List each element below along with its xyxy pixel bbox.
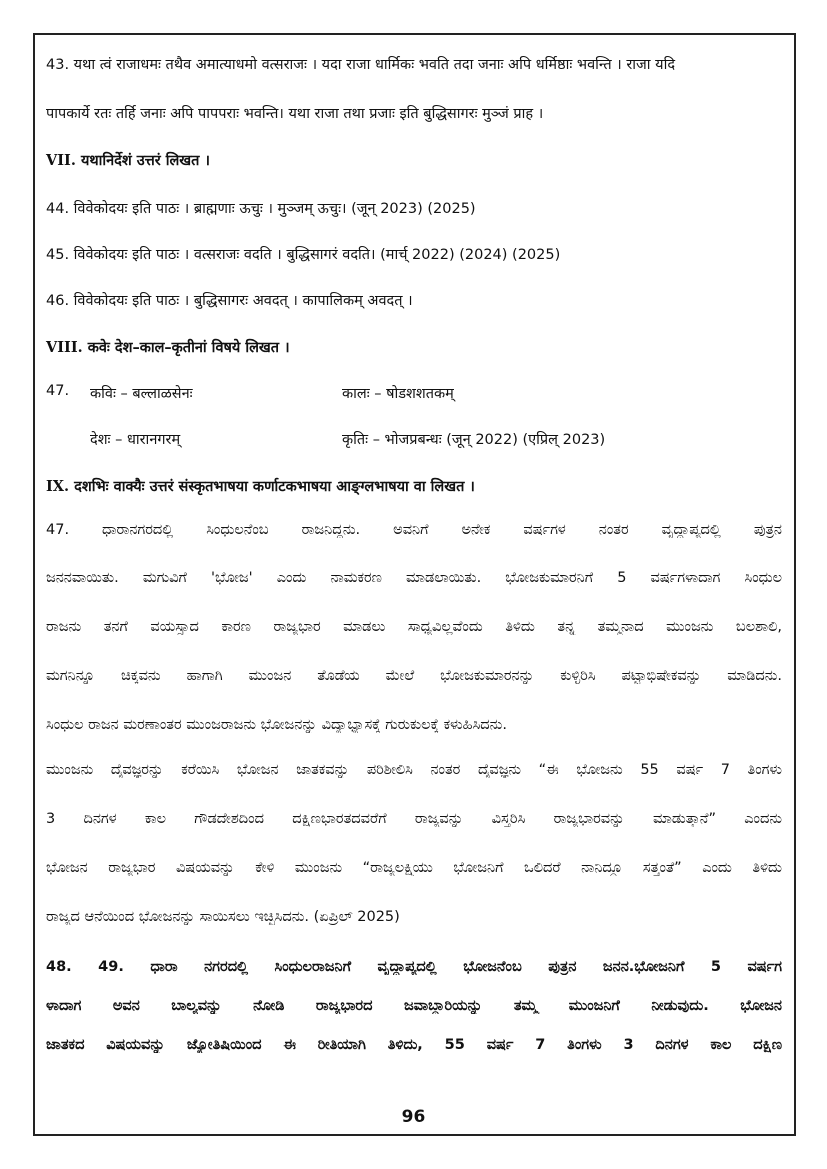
page-number: 96	[401, 1107, 426, 1127]
section-7-roman: VII.	[46, 152, 76, 169]
answer-47-line-9: ರಾಜ್ಯದ ಆನೆಯಿಂದ ಭೋಜನನ್ನು ಸಾಯಿಸಲು ಇಚ್ಛಿಸಿದನು. (ಏಪ್ರಿಲ್ 2025)	[46, 909, 400, 925]
q45: 45. विवेकोदयः इति पाठः । वत्सराजः वदति । बुद्धिसागरं वदति। (मार्च् 2022) (2024) (2025)	[46, 247, 561, 263]
section-7-heading	[46, 150, 210, 170]
poet-place: देशः – धारानगरम्	[90, 432, 181, 448]
section-8-title: कवेः देश–काल–कृतीनां विषये लिखत ।	[87, 340, 290, 356]
answer-47-line-2: ಜನನವಾಯಿತು. ಮಗುವಿಗೆ 'ಭೋಜ' ಎಂದು ನಾಮಕರಣ ಮಾಡಲಾಯಿತು. ಭೋಜಕುಮಾರನಿಗೆ 5 ವರ್ಷಗಳಾದಾಗ ಸಿಂಧುಲ	[46, 570, 782, 586]
answer-48-line-1: 48. 49. ಧಾರಾ ನಗರದಲ್ಲಿ ಸಿಂಧುಲರಾಜನಿಗೆ ವೃದ್ಧಾಪ್ಯದಲ್ಲಿ ಭೋಜನೆಂಬ ಪುತ್ರನ ಜನನ.ಭೋಜನಿಗೆ 5 ವರ್ಷಗ	[46, 959, 782, 975]
poet-name: कविः – बल्लाळसेनः	[90, 386, 193, 402]
answer-47-line-4: ಮಗನಿನ್ನೂ ಚಿಕ್ಕವನು ಹಾಗಾಗಿ ಮುಂಜನ ತೊಡೆಯ ಮೇಲೆ ಭೋಜಕುಮಾರನನ್ನು ಕುಳ್ಳಿರಿಸಿ ಪಟ್ಟಾಭಿಷೇಕವನ್ನು ಮಾಡಿದನು.	[46, 668, 782, 684]
q43-line-1: 43. यथा त्वं राजाधमः तथैव अमात्याधमो वत्सराजः । यदा राजा धार्मिकः भवति तदा जनाः अपि धर्मिष्ठाः भवन्ति । राजा यदि	[46, 57, 676, 73]
answer-47-line-6: ಮುಂಜನು ದೈವಜ್ಞರನ್ನು ಕರೆಯಿಸಿ ಭೋಜನ ಜಾತಕವನ್ನು ಪರಿಶೀಲಿಸಿ ನಂತರ ದೈವಜ್ಞನು “ಈ ಭೋಜನು 55 ವರ್ಷ 7 ತಿಂಗಳು	[46, 762, 782, 778]
q47-number: 47.	[46, 383, 70, 399]
poet-work: कृतिः – भोजप्रबन्धः (जून् 2022) (एप्रिल् 2023)	[342, 432, 606, 448]
section-8-roman: VIII.	[46, 339, 83, 356]
section-9-roman: IX.	[46, 478, 70, 495]
q44: 44. विवेकोदयः इति पाठः । ब्राह्मणाः ऊचुः । मुञ्जम् ऊचुः। (जून् 2023) (2025)	[46, 201, 476, 217]
answer-47-line-8: ಭೋಜನ ರಾಜ್ಯಭಾರ ವಿಷಯವನ್ನು ಕೇಳಿ ಮುಂಜನು “ರಾಜ್ಯಲಕ್ಷ್ಮಿಯು ಭೋಜನಿಗೆ ಒಲಿದರೆ ನಾನಿದ್ದೂ ಸತ್ತಂತೆ” ಎಂದು ತಿಳಿದು	[46, 860, 782, 876]
q43-line-2: पापकार्ये रतः तर्हि जनाः अपि पापपराः भवन्ति। यथा राजा तथा प्रजाः इति बुद्धिसागरः मुञ्जं प्राह ।	[46, 106, 544, 122]
answer-47-line-1: 47. ಧಾರಾನಗರದಲ್ಲಿ ಸಿಂಧುಲನೆಂಬ ರಾಜನಿದ್ದನು. ಅವನಿಗೆ ಅನೇಕ ವರ್ಷಗಳ ನಂತರ ವೃದ್ಧಾಪ್ಯದಲ್ಲಿ ಪುತ್ರನ	[46, 522, 782, 538]
section-7-title: यथानिर्देशं उत्तरं लिखत ।	[80, 153, 210, 169]
answer-47-line-5: ಸಿಂಧುಲ ರಾಜನ ಮರಣಾಂತರ ಮುಂಜರಾಜನು ಭೋಜನನ್ನು ವಿದ್ಯಾಭ್ಯಾಸಕ್ಕೆ ಗುರುಕುಲಕ್ಕೆ ಕಳುಹಿಸಿದನು.	[46, 717, 507, 733]
section-9-title: दशभिः वाक्यैः उत्तरं संस्कृतभाषया कर्णाटकभाषया आङ्ग्लभाषया वा लिखत ।	[74, 479, 475, 495]
q46: 46. विवेकोदयः इति पाठः । बुद्धिसागरः अवदत् । कापालिकम् अवदत् ।	[46, 293, 413, 309]
answer-47-line-3: ರಾಜನು ತನಗೆ ವಯಸ್ಸಾದ ಕಾರಣ ರಾಜ್ಯಭಾರ ಮಾಡಲು ಸಾಧ್ಯವಿಲ್ಲವೆಂದು ತಿಳಿದು ತನ್ನ ತಮ್ಮನಾದ ಮುಂಜನು ಬಲಶಾಲಿ,	[46, 619, 782, 635]
answer-47-line-7: 3 ದಿನಗಳ ಕಾಲ ಗೌಡದೇಶದಿಂದ ದಕ್ಷಿಣಭಾರತದವರೆಗೆ ರಾಜ್ಯವನ್ನು ವಿಸ್ತರಿಸಿ ರಾಜ್ಯಭಾರವನ್ನು ಮಾಡುತ್ತಾನೆ” ಎಂದನು	[46, 811, 782, 827]
answer-48-line-3: ಜಾತಕದ ವಿಷಯವನ್ನು ಜ್ಯೋತಿಷಿಯಿಂದ ಈ ರೀತಿಯಾಗಿ ತಿಳಿದು, 55 ವರ್ಷ 7 ತಿಂಗಳು 3 ದಿನಗಳ ಕಾಲ ದಕ್ಷಿಣ	[46, 1037, 782, 1053]
answer-48-line-2: ಳಾದಾಗ ಅವನ ಬಾಲ್ಯವನ್ನು ನೋಡಿ ರಾಜ್ಯಭಾರದ ಜವಾಬ್ದಾರಿಯನ್ನು ತಮ್ಮ ಮುಂಜನಿಗೆ ನೀಡುವುದು. ಭೋಜನ	[46, 998, 782, 1014]
section-8-heading	[46, 337, 290, 357]
poet-period: कालः – षोडशशतकम्	[342, 386, 454, 402]
section-9-heading	[46, 476, 475, 496]
